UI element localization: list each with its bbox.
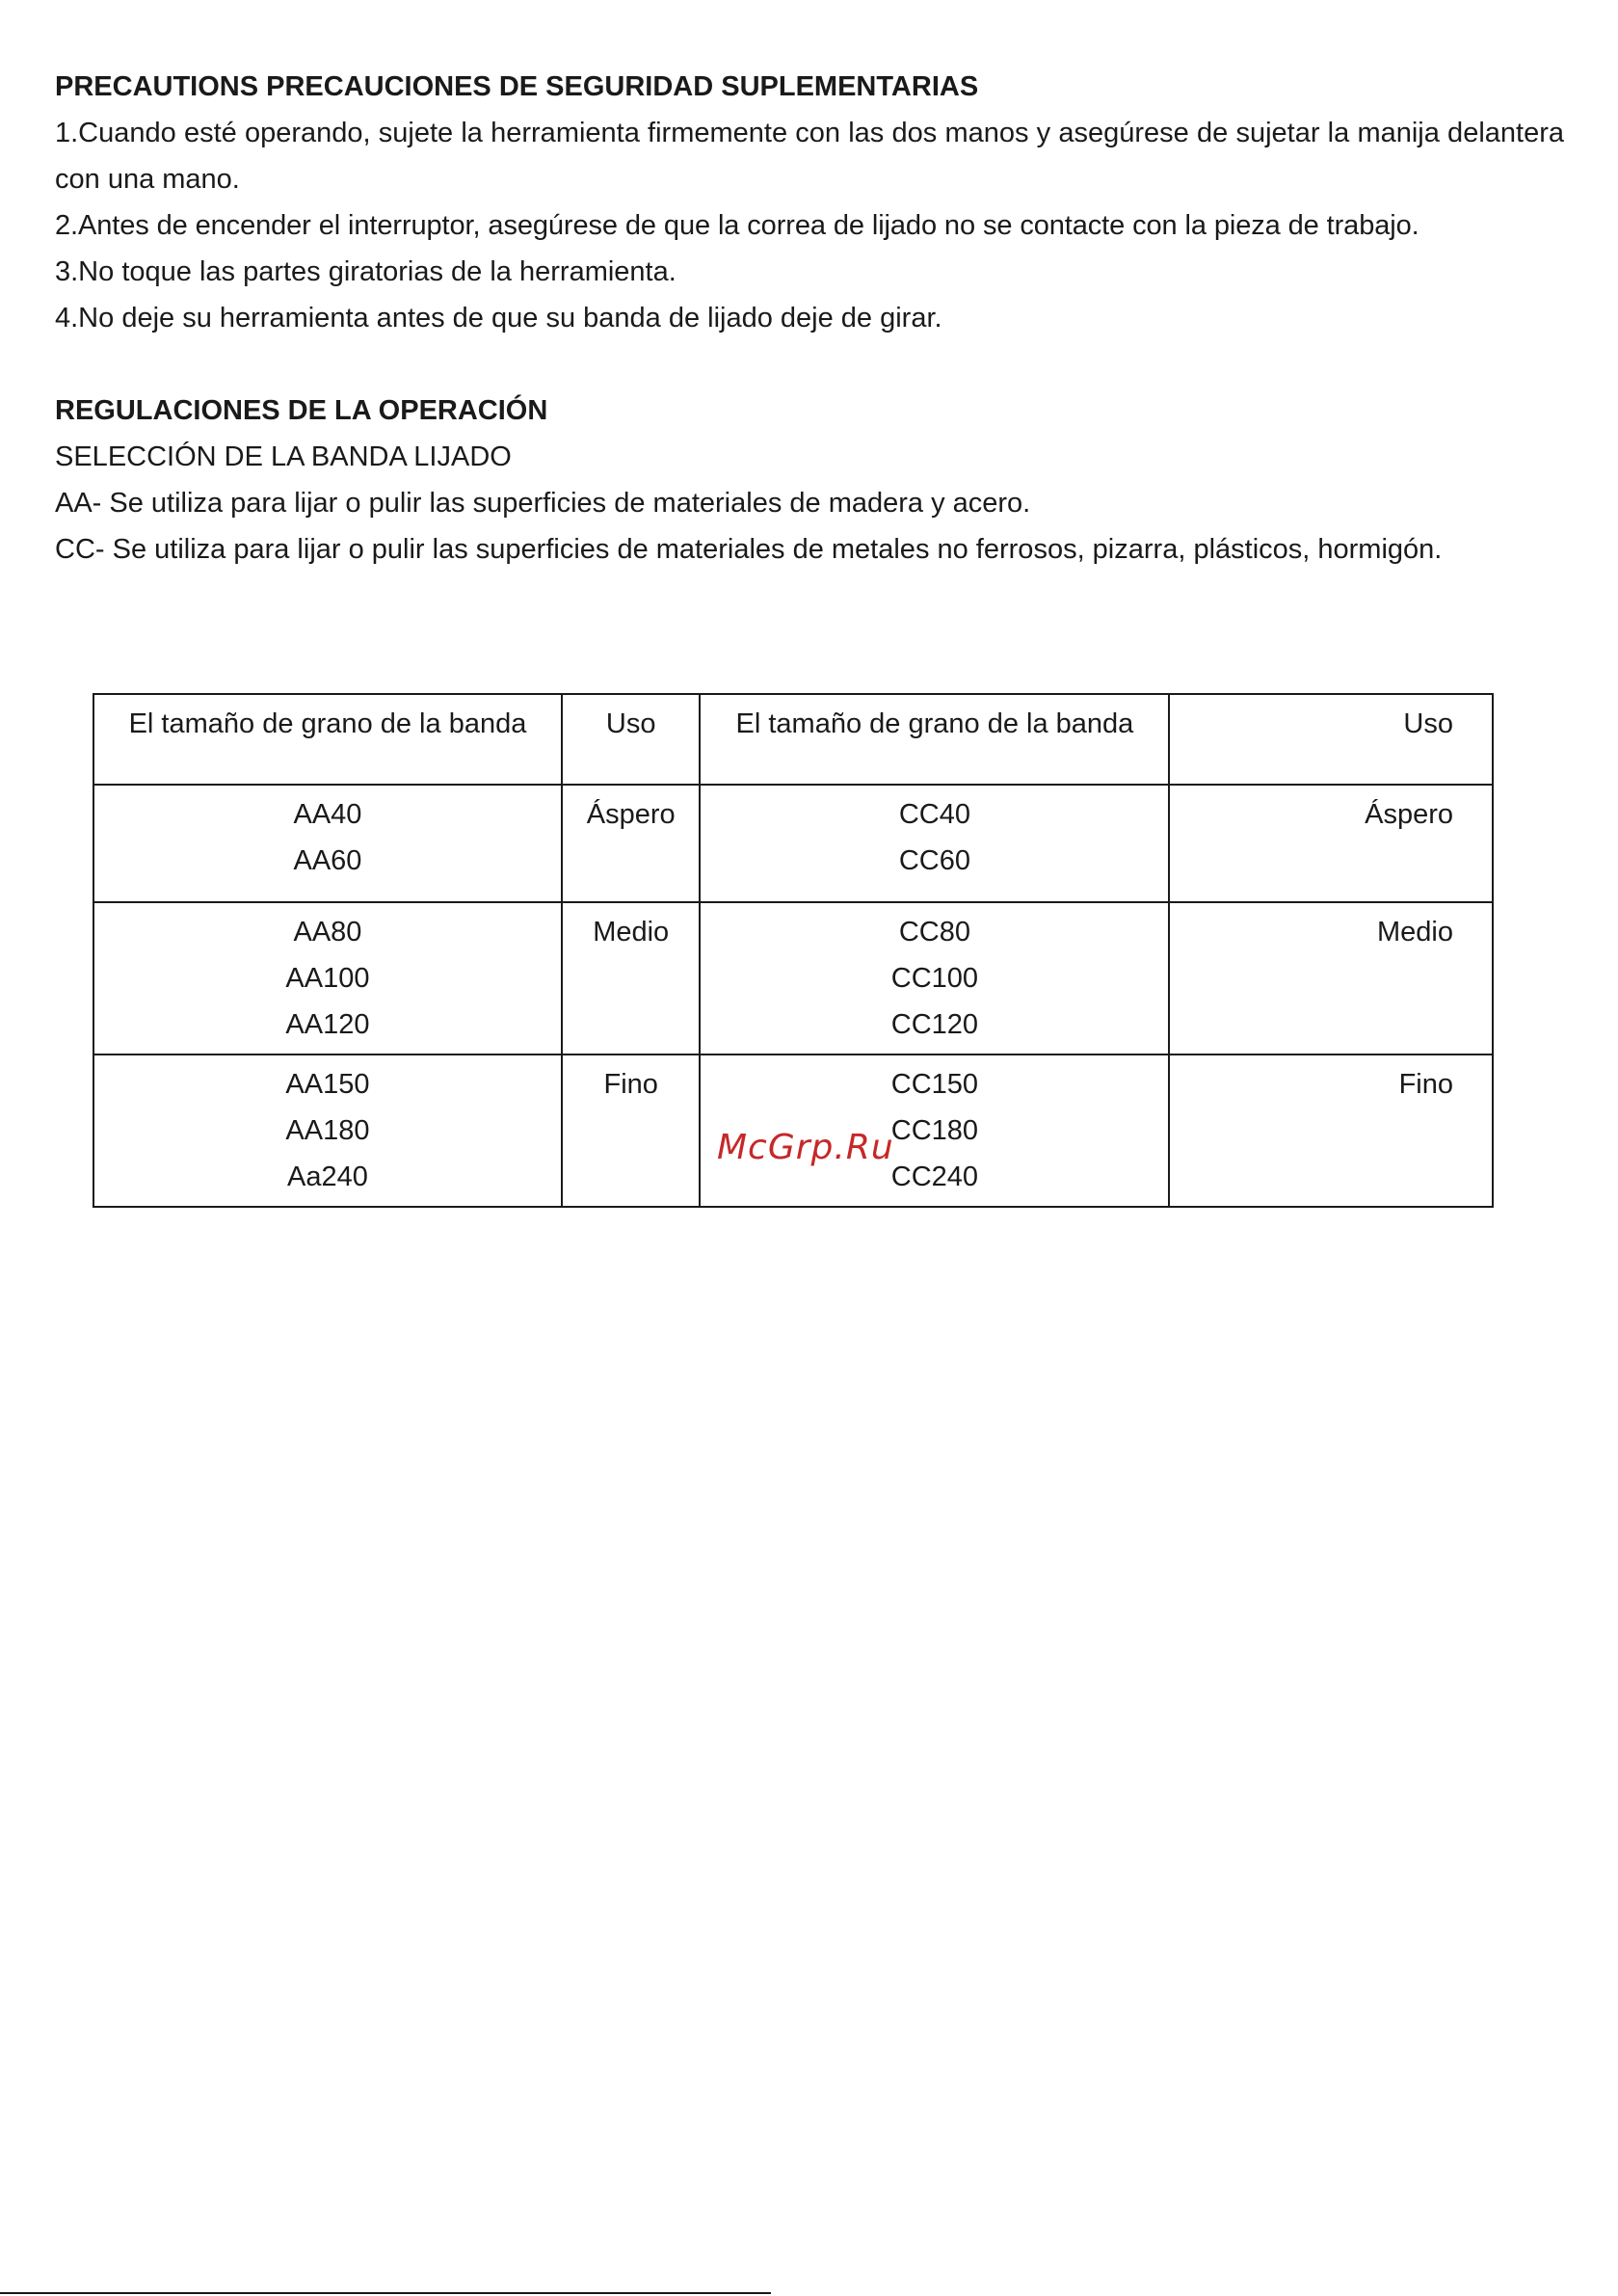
- document-page: [55, 64, 1564, 573]
- aa-grit-cell: [93, 902, 562, 1055]
- footer-divider: [0, 2292, 771, 2294]
- aa-use-cell: Medio: [562, 902, 701, 1055]
- grit-value: AA120: [285, 1009, 370, 1040]
- section2-title: REGULACIONES DE LA OPERACIÓN: [55, 395, 548, 426]
- grit-value: CC100: [890, 963, 979, 994]
- table-row: [93, 785, 1493, 902]
- grit-value: AA60: [293, 845, 362, 876]
- section2-subtitle: SELECCIÓN DE LA BANDA LIJADO: [55, 441, 512, 472]
- cc-grit-cell: [700, 902, 1169, 1055]
- grit-value: AA100: [285, 963, 370, 994]
- aa-grit-cell: [93, 1055, 562, 1207]
- precaution-item-4: 4.No deje su herramienta antes de que su banda de lijado deje de girar.: [55, 303, 942, 334]
- grit-value: AA80: [293, 917, 362, 948]
- grit-value: Aa240: [287, 1161, 368, 1192]
- grit-value: CC40: [898, 799, 970, 830]
- grit-value: CC150: [890, 1069, 979, 1100]
- cc-use-cell: Fino: [1169, 1055, 1493, 1207]
- precaution-item-1: 1.Cuando esté operando, sujete la herramienta firmemente con las dos manos y asegúrese de sujetar la manija delantera con una mano.: [55, 118, 1564, 195]
- header-aa-use: Uso: [562, 694, 701, 785]
- header-cc-use: Uso: [1169, 694, 1493, 785]
- header-cc-grit: El tamaño de grano de la banda: [700, 694, 1169, 785]
- spacer: [55, 341, 1564, 387]
- grit-value: CC240: [890, 1161, 979, 1192]
- cc-description: CC- Se utiliza para lijar o pulir las superficies de materiales de metales no ferrosos, pizarra, plásticos, hormigón.: [55, 534, 1443, 565]
- cc-use-cell: Áspero: [1169, 785, 1493, 902]
- grit-value: CC60: [898, 845, 970, 876]
- aa-use-cell: Fino: [562, 1055, 701, 1207]
- cc-grit-cell: [700, 785, 1169, 902]
- section1-title: PRECAUTIONS PRECAUCIONES DE SEGURIDAD SUPLEMENTARIAS: [55, 71, 979, 102]
- table-row: [93, 902, 1493, 1055]
- grit-value: CC80: [898, 917, 970, 948]
- grit-value: CC180: [890, 1115, 979, 1146]
- grit-value: AA180: [285, 1115, 370, 1146]
- precaution-item-3: 3.No toque las partes giratorias de la herramienta.: [55, 256, 676, 287]
- precaution-item-2: 2.Antes de encender el interruptor, asegúrese de que la correa de lijado no se contacte con la pieza de trabajo.: [55, 210, 1419, 241]
- header-aa-grit: El tamaño de grano de la banda: [93, 694, 562, 785]
- table-header-row: [93, 694, 1493, 785]
- aa-grit-cell: [93, 785, 562, 902]
- cc-use-cell: Medio: [1169, 902, 1493, 1055]
- grit-value: AA40: [293, 799, 362, 830]
- grit-value: CC120: [890, 1009, 979, 1040]
- watermark-logo: McGrp.Ru: [717, 1128, 894, 1167]
- aa-use-cell: Áspero: [562, 785, 701, 902]
- grit-value: AA150: [285, 1069, 370, 1100]
- aa-description: AA- Se utiliza para lijar o pulir las superficies de materiales de madera y acero.: [55, 488, 1031, 519]
